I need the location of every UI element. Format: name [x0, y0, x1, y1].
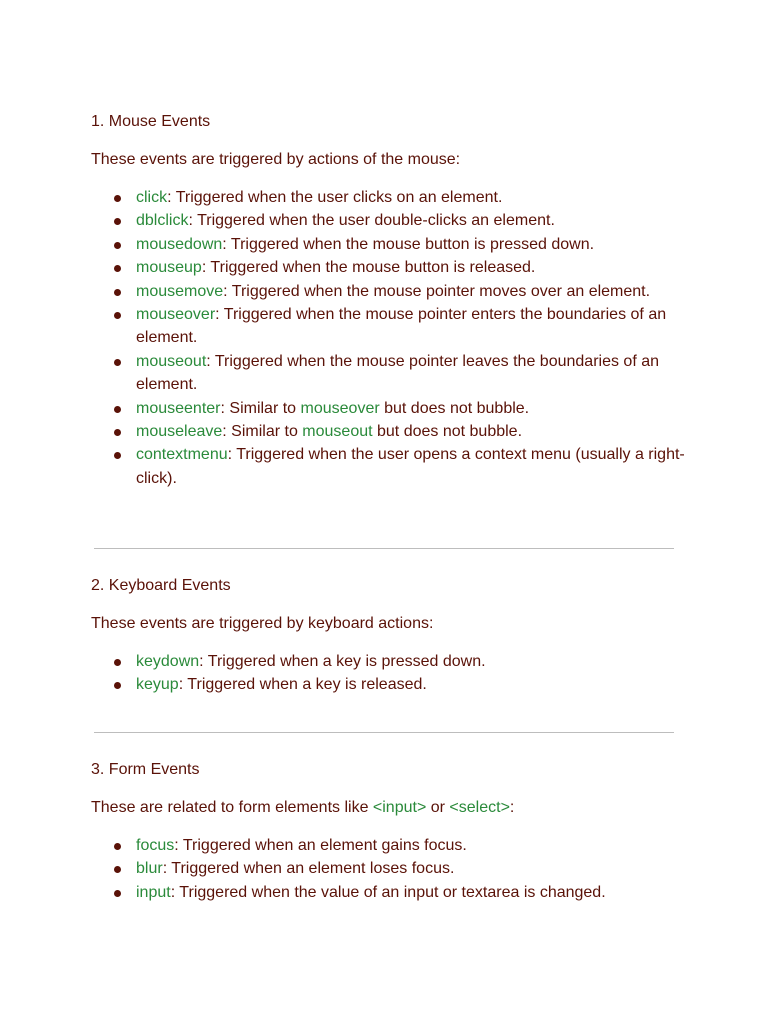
event-name: focus [136, 837, 175, 854]
keyboard-events-section [91, 574, 691, 697]
event-list [91, 834, 691, 904]
event-name: blur [136, 860, 163, 878]
event-name: mouseout [136, 352, 207, 370]
list-item [91, 256, 691, 279]
section-heading: 1. Mouse Events [91, 113, 211, 130]
event-description-tail: but does not bubble. [372, 423, 523, 441]
section-heading: 2. Keyboard Events [91, 577, 231, 594]
event-description: : Triggered when the mouse pointer moves over an element. [223, 282, 651, 300]
select-tag-code: <select> [449, 799, 510, 816]
event-name: mouseup [136, 259, 202, 277]
event-description: : Triggered when an element loses focus. [162, 860, 455, 878]
event-description: : Triggered when the user clicks on an element. [167, 189, 503, 206]
event-name: dblclick [136, 212, 189, 230]
event-description: : Triggered when a key is pressed down. [199, 653, 486, 670]
intro-text: These are related to form elements like [91, 799, 373, 816]
event-description: : Triggered when the value of an input or textarea is changed. [170, 883, 606, 901]
list-item [91, 280, 691, 303]
event-name: keydown [136, 653, 200, 670]
list-item [91, 420, 691, 443]
section-intro: These events are triggered by keyboard actions: [91, 615, 434, 632]
event-name-reference: mouseover [300, 399, 380, 417]
list-item [91, 881, 691, 904]
event-name: contextmenu [136, 446, 228, 464]
event-name: input [136, 883, 171, 901]
list-item [91, 834, 691, 857]
event-description: : Triggered when the mouse button is pressed down. [222, 235, 595, 253]
event-name: mouseover [136, 306, 216, 324]
list-item [91, 673, 691, 696]
event-description: : Triggered when the user opens a context menu (usually a right-click). [136, 446, 685, 487]
list-item [91, 857, 691, 880]
event-name-reference: mouseout [302, 423, 373, 441]
event-description: : Similar to [220, 399, 301, 417]
list-item [91, 397, 691, 420]
event-description: : Triggered when the mouse pointer leaves the boundaries of an element. [136, 352, 659, 394]
event-name: keyup [136, 676, 179, 694]
horizontal-divider [94, 548, 674, 549]
list-item [91, 350, 691, 397]
input-tag-code: <input> [372, 799, 427, 816]
intro-text: or [426, 799, 450, 816]
event-description-tail: but does not bubble. [379, 399, 530, 417]
mouse-events-section [91, 110, 691, 490]
list-item [91, 303, 691, 350]
event-description: : Triggered when the mouse button is released. [201, 259, 536, 277]
section-intro: These events are triggered by actions of the mouse: [91, 151, 461, 168]
section-intro [91, 796, 691, 820]
event-description: : Triggered when the user double-clicks an element. [188, 212, 555, 230]
list-item [91, 233, 691, 256]
event-list [91, 186, 691, 490]
event-name: mousedown [136, 235, 223, 253]
section-heading: 3. Form Events [91, 761, 200, 778]
list-item [91, 186, 691, 209]
list-item [91, 209, 691, 232]
event-description: : Triggered when the mouse pointer enters the boundaries of an element. [136, 306, 667, 347]
event-name: mouseenter [136, 399, 221, 417]
event-name: click [136, 189, 168, 206]
list-item [91, 443, 691, 490]
horizontal-divider [94, 732, 674, 733]
list-item [91, 650, 691, 673]
event-list [91, 650, 691, 697]
event-name: mousemove [136, 282, 224, 300]
event-name: mouseleave [136, 423, 223, 441]
form-events-section [91, 758, 691, 904]
event-description: : Triggered when a key is released. [178, 676, 427, 694]
intro-text: : [509, 799, 515, 816]
event-description: : Triggered when an element gains focus. [174, 837, 467, 854]
event-description: : Similar to [222, 423, 303, 441]
